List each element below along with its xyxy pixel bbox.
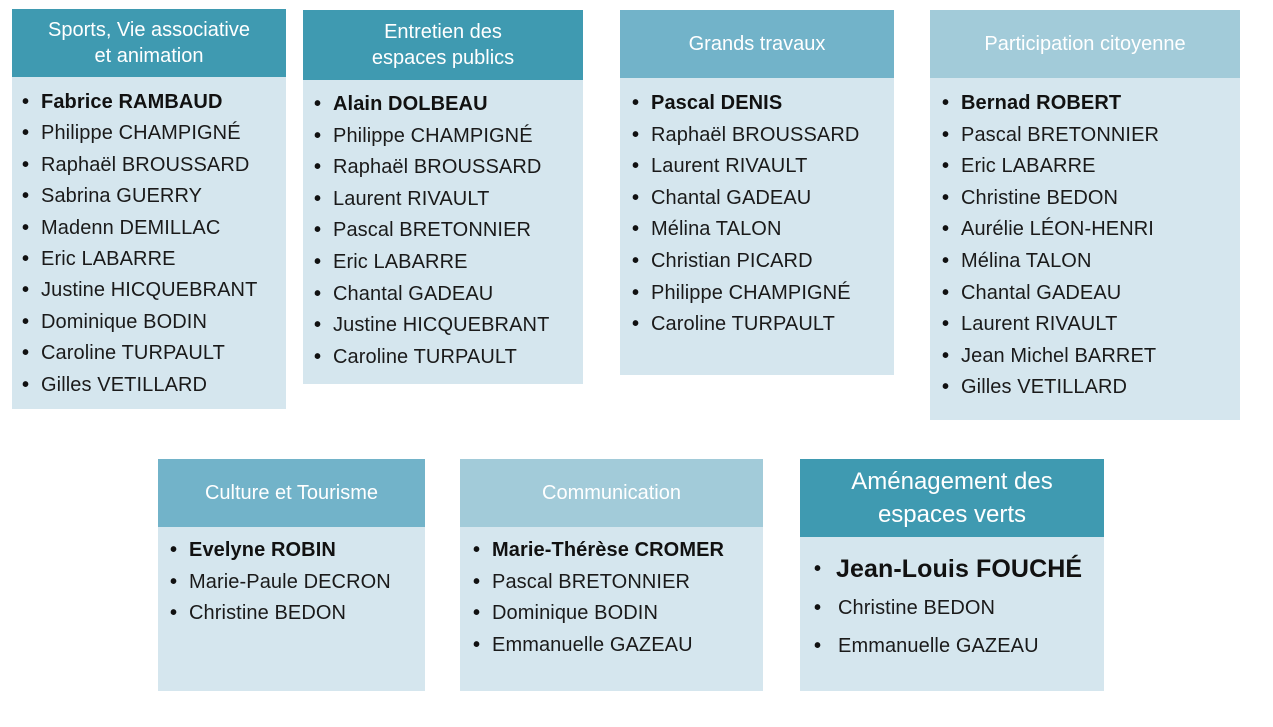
- group-lead: • Alain DOLBEAU: [314, 89, 583, 121]
- member-item: • Chantal GADEAU: [942, 278, 1240, 310]
- group-card-entretien: [303, 10, 583, 384]
- member-item: • Pascal BRETONNIER: [473, 567, 763, 599]
- member-item: • Eric LABARRE: [942, 151, 1240, 183]
- member-item: • Emmanuelle GAZEAU: [473, 630, 763, 662]
- group-title: Participation citoyenne: [930, 10, 1240, 78]
- member-item: • Dominique BODIN: [473, 598, 763, 630]
- group-lead: • Marie-Thérèse CROMER: [473, 535, 763, 567]
- group-title: Entretien des espaces publics: [303, 10, 583, 80]
- member-item: • Christine BEDON: [814, 589, 1104, 627]
- member-item: • Eric LABARRE: [314, 247, 583, 279]
- group-members: [12, 77, 286, 409]
- group-members: [303, 80, 583, 384]
- group-lead: • Pascal DENIS: [632, 88, 894, 120]
- member-item: • Caroline TURPAULT: [22, 338, 286, 369]
- member-item: • Gilles VETILLARD: [942, 372, 1240, 404]
- member-item: • Justine HICQUEBRANT: [314, 310, 583, 342]
- member-item: • Philippe CHAMPIGNÉ: [314, 121, 583, 153]
- member-item: • Chantal GADEAU: [632, 183, 894, 215]
- group-title: Culture et Tourisme: [158, 459, 425, 527]
- member-item: • Caroline TURPAULT: [632, 309, 894, 341]
- member-item: • Marie-Paule DECRON: [170, 567, 425, 599]
- member-item: • Christine BEDON: [170, 598, 425, 630]
- group-members: [158, 527, 425, 691]
- group-title: Grands travaux: [620, 10, 894, 78]
- group-title: Aménagement des espaces verts: [800, 459, 1104, 537]
- member-item: • Raphaël BROUSSARD: [314, 152, 583, 184]
- member-item: • Philippe CHAMPIGNÉ: [632, 278, 894, 310]
- group-lead: • Bernad ROBERT: [942, 88, 1240, 120]
- member-item: • Eric LABARRE: [22, 244, 286, 275]
- group-card-communication: [460, 459, 763, 691]
- member-item: • Aurélie LÉON-HENRI: [942, 214, 1240, 246]
- member-item: • Dominique BODIN: [22, 307, 286, 338]
- member-item: • Christine BEDON: [942, 183, 1240, 215]
- member-item: • Justine HICQUEBRANT: [22, 275, 286, 306]
- member-item: • Raphaël BROUSSARD: [632, 120, 894, 152]
- group-members: [460, 527, 763, 691]
- member-item: • Mélina TALON: [942, 246, 1240, 278]
- group-members: [800, 537, 1104, 691]
- member-item: • Laurent RIVAULT: [632, 151, 894, 183]
- group-title: Sports, Vie associative et animation: [12, 9, 286, 77]
- group-members: [620, 78, 894, 375]
- member-item: • Emmanuelle GAZEAU: [814, 627, 1104, 665]
- member-item: • Madenn DEMILLAC: [22, 213, 286, 244]
- group-lead: • Fabrice RAMBAUD: [22, 87, 286, 118]
- member-item: • Sabrina GUERRY: [22, 181, 286, 212]
- group-title: Communication: [460, 459, 763, 527]
- member-item: • Raphaël BROUSSARD: [22, 150, 286, 181]
- group-card-grands-travaux: [620, 10, 894, 375]
- member-item: • Jean Michel BARRET: [942, 341, 1240, 373]
- member-item: • Gilles VETILLARD: [22, 370, 286, 401]
- member-item: • Pascal BRETONNIER: [942, 120, 1240, 152]
- group-lead: • Jean-Louis FOUCHÉ: [814, 549, 1104, 589]
- group-card-culture-tourisme: [158, 459, 425, 691]
- member-item: • Christian PICARD: [632, 246, 894, 278]
- group-card-sports: [12, 9, 286, 409]
- member-item: • Pascal BRETONNIER: [314, 215, 583, 247]
- member-item: • Laurent RIVAULT: [314, 184, 583, 216]
- member-item: • Caroline TURPAULT: [314, 342, 583, 374]
- group-lead: • Evelyne ROBIN: [170, 535, 425, 567]
- group-card-participation-citoyenne: [930, 10, 1240, 420]
- group-members: [930, 78, 1240, 420]
- group-card-amenagement-espaces-verts: [800, 459, 1104, 691]
- member-item: • Mélina TALON: [632, 214, 894, 246]
- member-item: • Chantal GADEAU: [314, 279, 583, 311]
- member-item: • Laurent RIVAULT: [942, 309, 1240, 341]
- member-item: • Philippe CHAMPIGNÉ: [22, 118, 286, 149]
